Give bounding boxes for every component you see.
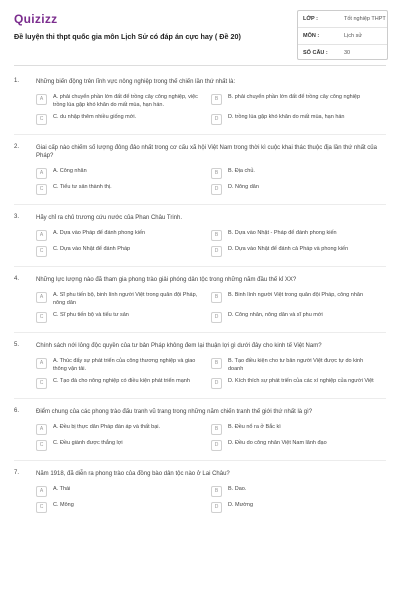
option-letter-box: D [211,312,222,323]
answer-options [36,230,386,257]
option-letter-box: A [36,292,47,303]
meta-key: SỐ CÂU : [303,50,328,56]
answer-option[interactable] [36,502,211,513]
answer-option[interactable] [36,486,211,497]
option-letter-box: C [36,184,47,195]
question-text: Những biến động trên lĩnh vực nông nghiệp trong thế chiến lần thứ nhất là: [36,79,236,85]
option-text: C. Mông [53,502,74,508]
answer-options [36,358,386,389]
answer-options [36,424,386,451]
meta-row-count [298,45,387,61]
answer-option[interactable] [36,312,211,323]
option-text: C. Sĩ phu tiến bộ và tiểu tư sản [53,312,129,318]
answer-options [36,168,386,195]
option-letter-box: D [211,440,222,451]
option-letter-box: B [211,230,222,241]
question-item [14,276,386,323]
option-letter-box: D [211,502,222,513]
answer-option[interactable] [211,424,386,435]
option-text: C. Dựa vào Nhật để đánh Pháp [53,246,131,252]
option-letter-box: B [211,486,222,497]
meta-value: Tốt nghiệp THPT [344,16,386,22]
option-text: A. Dựa vào Pháp để đánh phong kiến [53,230,146,236]
answer-option[interactable] [36,440,211,451]
question-divider [14,266,386,267]
answer-option[interactable] [36,168,211,179]
worksheet-title: Đề luyện thi thpt quốc gia môn Lịch Sử có đáp án cực hay ( Đề 20) [14,32,241,41]
option-letter-box: D [211,378,222,389]
answer-option[interactable] [211,184,386,195]
answer-option[interactable] [211,168,386,179]
answer-options [36,292,386,323]
option-text: C. Đều giành được thắng lợi [53,440,123,446]
option-text: D. Nông dân [228,184,259,190]
option-text: B. Dao. [228,486,247,492]
answer-option[interactable] [211,230,386,241]
option-text: B. phải chuyển phần lớn đất để trồng cây công nghiệp [228,94,361,100]
option-letter-box: A [36,94,47,105]
answer-option[interactable] [211,292,386,307]
question-text: Điểm chung của các phong trào đấu tranh vũ trang trong những năm chiến tranh thế giới thứ nhất là gì? [36,409,313,415]
option-letter-box: C [36,114,47,125]
question-number: 1. [14,78,20,84]
option-letter-box: D [211,184,222,195]
answer-option[interactable] [36,246,211,257]
option-text: A. Công nhân [53,168,87,174]
option-letter-box: A [36,486,47,497]
question-item [14,408,386,451]
header-divider [14,65,386,66]
option-text: A. Đều bị thực dân Pháp đàn áp và thất bại. [53,424,161,430]
answer-option[interactable] [211,440,386,451]
answer-option[interactable] [211,114,386,125]
answer-option[interactable] [211,312,386,323]
option-text: A. phải chuyển phần lớn đất để trồng cây công nghiệp, việc trồng lúa gặp khó khăn do mất mùa, hạn hán. [53,94,198,108]
question-number: 2. [14,144,20,150]
meta-key: MÔN : [303,33,320,39]
meta-row-class [298,11,387,28]
question-item [14,144,386,195]
option-text: D. Kích thích sự phát triển của các xí nghiệp của người Việt [228,378,374,384]
question-text: Năm 1918, đã diễn ra phong trào của đồng bào dân tộc nào ở Lai Châu? [36,471,230,477]
answer-option[interactable] [211,486,386,497]
option-text: D. Dựa vào Nhật để đánh cả Pháp và phong kiến [228,246,349,252]
option-text: D. trồng lúa gặp khó khăn do mất mùa, hạn hán [228,114,345,120]
question-number: 7. [14,470,20,476]
option-text: C. Tiểu tư sản thành thị. [53,184,112,190]
question-text: Chính sách nới lỏng độc quyền của tư bản Pháp không đem lại thuận lợi gì dưới đây cho kinh tế Việt Nam? [36,343,322,349]
option-letter-box: C [36,312,47,323]
option-text: B. Địa chủ. [228,168,255,174]
option-letter-box: B [211,358,222,369]
option-text: A. Thái [53,486,71,492]
question-divider [14,460,386,461]
meta-value: 30 [344,50,351,56]
option-text: A. Thúc đẩy sự phát triển của công thương nghiệp và giao thông vận tải. [53,358,196,372]
answer-option[interactable] [211,378,386,389]
question-list [14,78,386,513]
answer-option[interactable] [36,94,211,109]
option-letter-box: B [211,94,222,105]
question-number: 4. [14,276,20,282]
option-letter-box: A [36,424,47,435]
option-text: C. du nhập thêm nhiều giống mới. [53,114,137,120]
meta-key: LỚP : [303,16,318,22]
answer-options [36,94,386,125]
option-text: C. Tạo đà cho nông nghiệp có điều kiện phát triển mạnh [53,378,190,384]
question-number: 6. [14,408,20,414]
option-text: A. Sĩ phu tiến bộ, binh lính người Việt trong quân đội Pháp, nông dân [53,292,198,306]
option-letter-box: A [36,358,47,369]
question-item [14,78,386,125]
option-letter-box: C [36,440,47,451]
question-number: 3. [14,214,20,220]
option-letter-box: B [211,292,222,303]
option-text: B. Dựa vào Nhật - Pháp để đánh phong kiến [228,230,337,236]
option-letter-box: D [211,114,222,125]
question-item [14,470,386,513]
question-text: Những lực lượng nào đã tham gia phong trào giải phóng dân tộc trong những năm đầu thế kỉ XX? [36,277,297,283]
answer-option[interactable] [211,246,386,257]
meta-value: Lịch sử [344,33,363,39]
question-text: Hãy chỉ ra chủ trương cứu nước của Phan Châu Trinh. [36,215,182,221]
option-text: D. Mường [228,502,254,508]
question-divider [14,204,386,205]
option-text: B. Tạo điều kiện cho tư bản người Việt được tự do kinh doanh [228,358,364,372]
answer-option[interactable] [211,94,386,109]
answer-option[interactable] [36,184,211,195]
question-text: Giai cấp nào chiếm số lượng đông đảo nhất trong cơ cấu xã hội Việt Nam trong thời kì cuộc khai thác thuộc địa lần thứ nhất của Pháp? [36,145,377,159]
question-number: 5. [14,342,20,348]
option-letter-box: B [211,424,222,435]
option-letter-box: A [36,168,47,179]
worksheet-header [14,10,386,60]
answer-option[interactable] [36,424,211,435]
option-letter-box: B [211,168,222,179]
option-text: B. Đều nổ ra ở Bắc kì [228,424,281,430]
question-divider [14,134,386,135]
meta-row-subject [298,28,387,45]
worksheet-meta-box [297,10,388,60]
option-text: D. Công nhân, nông dân và sĩ phu mới [228,312,323,318]
answer-option[interactable] [211,502,386,513]
answer-option[interactable] [36,292,211,307]
answer-option[interactable] [36,358,211,373]
option-letter-box: C [36,246,47,257]
quizizz-logo: Quizizz [14,12,58,26]
answer-option[interactable] [36,114,211,125]
answer-option[interactable] [36,378,211,389]
answer-option[interactable] [211,358,386,373]
option-letter-box: D [211,246,222,257]
option-letter-box: C [36,378,47,389]
answer-option[interactable] [36,230,211,241]
question-item [14,214,386,257]
option-text: B. Binh lính người Việt trong quân đội Pháp, công nhân [228,292,364,298]
question-divider [14,332,386,333]
option-letter-box: A [36,230,47,241]
answer-options [36,486,386,513]
question-item [14,342,386,389]
question-divider [14,398,386,399]
option-letter-box: C [36,502,47,513]
option-text: D. Đều do công nhân Việt Nam lãnh đạo [228,440,327,446]
